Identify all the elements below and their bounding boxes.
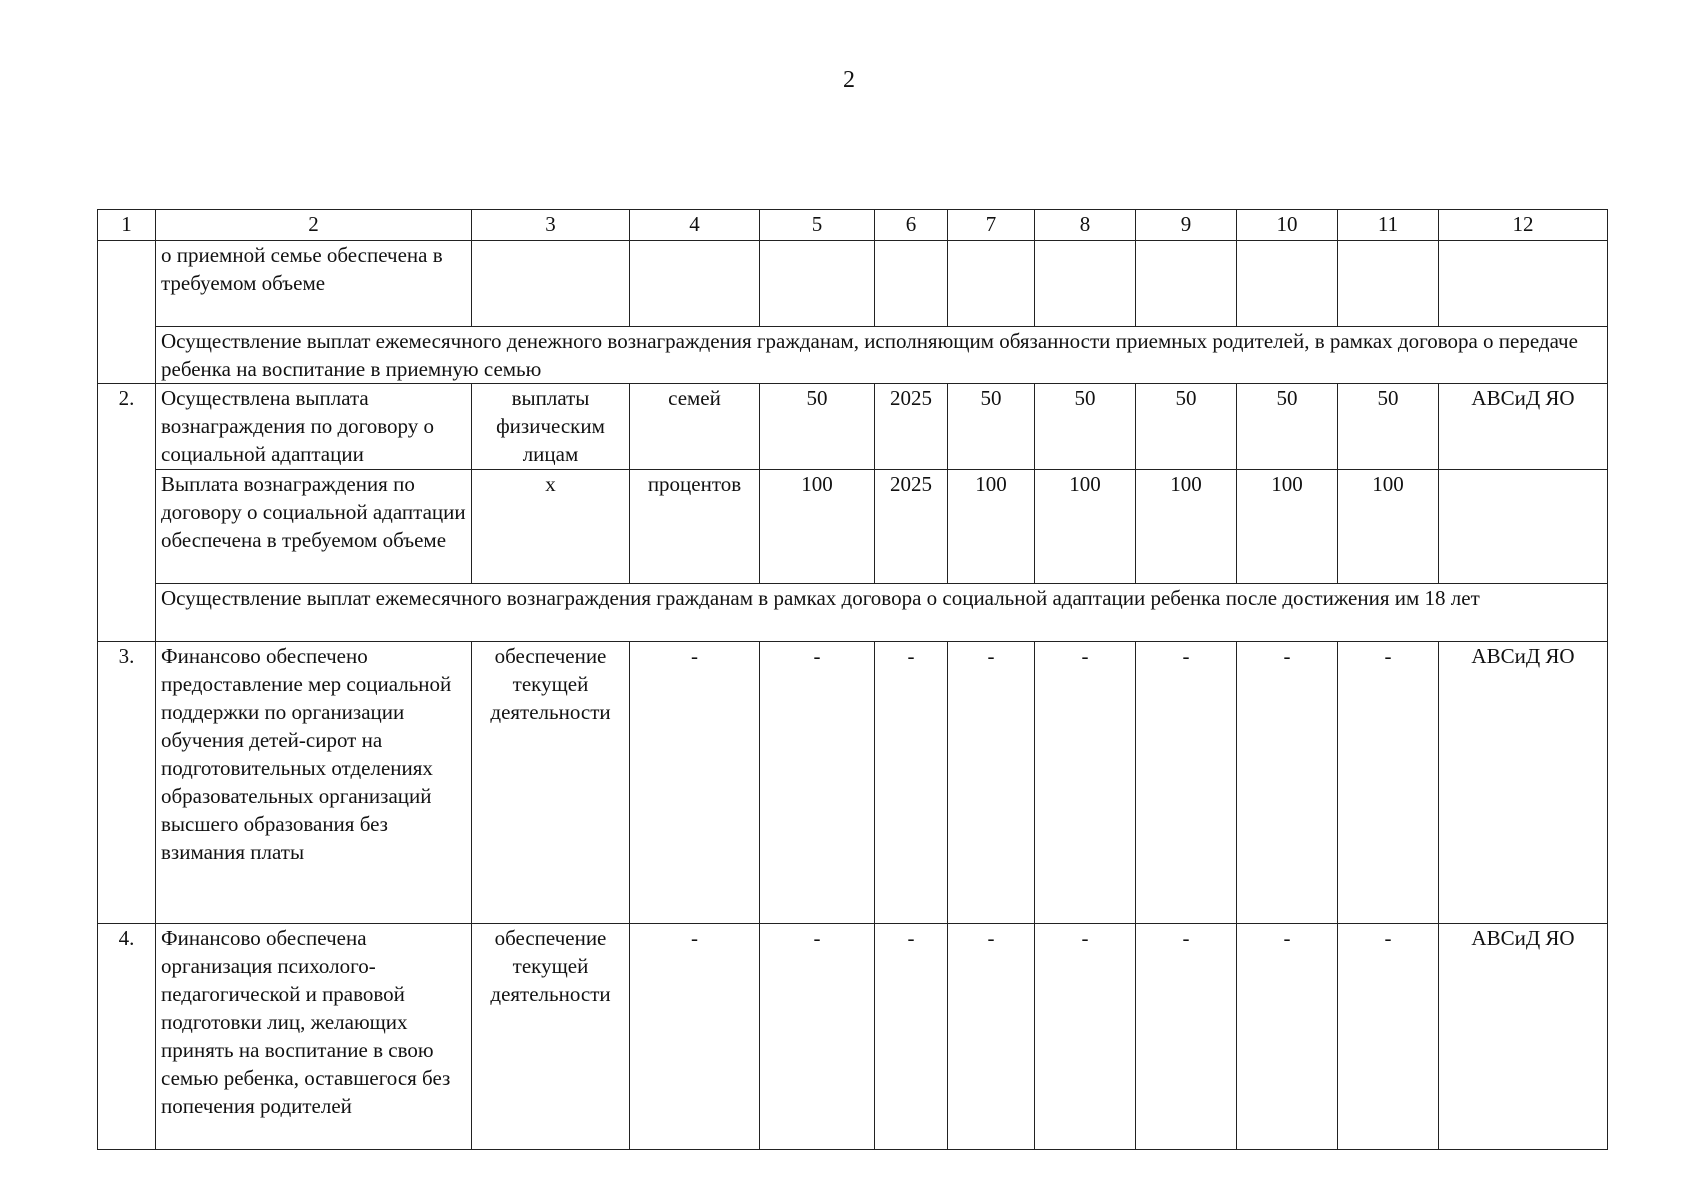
value-cell: -	[1338, 924, 1439, 1150]
activity-description: Осуществление выплат ежемесячного вознаграждения гражданам в рамках договора о социальной адаптации ребенка после достижения им 18 лет	[156, 584, 1608, 642]
result-name-cell: Выплата вознаграждения по договору о социальной адаптации обеспечена в требуемом объеме	[156, 470, 472, 584]
unit-cell: -	[630, 642, 760, 924]
row-number-cell: 2.	[98, 384, 156, 642]
value-cell: -	[948, 642, 1035, 924]
table-cell	[1035, 241, 1136, 327]
value-cell: -	[1136, 924, 1237, 1150]
table-cell	[472, 241, 630, 327]
value-cell: -	[1237, 924, 1338, 1150]
table-row	[98, 584, 1608, 642]
result-name-cell: о приемной семье обеспечена в требуемом объеме	[156, 241, 472, 327]
table-row	[98, 327, 1608, 384]
table-cell	[875, 241, 948, 327]
value-cell: 50	[1035, 384, 1136, 470]
table-row	[98, 384, 1608, 470]
col-header-10: 10	[1237, 210, 1338, 241]
base-year-cell: 2025	[875, 470, 948, 584]
value-cell: -	[1338, 642, 1439, 924]
base-year-cell: -	[875, 642, 948, 924]
value-cell: -	[1035, 924, 1136, 1150]
col-header-3: 3	[472, 210, 630, 241]
base-value-cell: -	[760, 924, 875, 1150]
col-header-8: 8	[1035, 210, 1136, 241]
col-header-1: 1	[98, 210, 156, 241]
responsible-cell: АВСиД ЯО	[1439, 642, 1608, 924]
col-header-11: 11	[1338, 210, 1439, 241]
table-cell	[1237, 241, 1338, 327]
unit-cell: семей	[630, 384, 760, 470]
indicators-table	[97, 209, 1608, 1150]
result-type-cell: обеспечение текущей деятельности	[472, 642, 630, 924]
value-cell: -	[1035, 642, 1136, 924]
table-cell	[1136, 241, 1237, 327]
table-row	[98, 924, 1608, 1150]
value-cell: 50	[1338, 384, 1439, 470]
value-cell: 100	[1035, 470, 1136, 584]
page-number: 2	[843, 67, 855, 93]
responsible-cell: АВСиД ЯО	[1439, 924, 1608, 1150]
table-cell	[1439, 241, 1608, 327]
row-number-cell	[98, 241, 156, 384]
unit-cell: процентов	[630, 470, 760, 584]
col-header-6: 6	[875, 210, 948, 241]
table-cell	[630, 241, 760, 327]
activity-description: Осуществление выплат ежемесячного денежного вознаграждения гражданам, исполняющим обязанности приемных родителей, в рамках договора о передаче ребенка на воспитание в приемную семью	[156, 327, 1608, 384]
result-type-cell: выплаты физическим лицам	[472, 384, 630, 470]
table-row	[98, 241, 1608, 327]
base-year-cell: -	[875, 924, 948, 1150]
result-type-cell: обеспечение текущей деятельности	[472, 924, 630, 1150]
value-cell: 50	[1136, 384, 1237, 470]
responsible-cell: АВСиД ЯО	[1439, 384, 1608, 470]
col-header-5: 5	[760, 210, 875, 241]
base-value-cell: -	[760, 642, 875, 924]
result-type-cell: х	[472, 470, 630, 584]
col-header-7: 7	[948, 210, 1035, 241]
table-row	[98, 470, 1608, 584]
value-cell: 50	[948, 384, 1035, 470]
value-cell: 100	[948, 470, 1035, 584]
base-year-cell: 2025	[875, 384, 948, 470]
col-header-9: 9	[1136, 210, 1237, 241]
table-row	[98, 642, 1608, 924]
value-cell: 100	[1136, 470, 1237, 584]
value-cell: 100	[1237, 470, 1338, 584]
base-value-cell: 100	[760, 470, 875, 584]
table-cell	[948, 241, 1035, 327]
table-cell	[760, 241, 875, 327]
row-number-cell: 4.	[98, 924, 156, 1150]
column-number-row	[98, 210, 1608, 241]
responsible-cell	[1439, 470, 1608, 584]
col-header-2: 2	[156, 210, 472, 241]
base-value-cell: 50	[760, 384, 875, 470]
value-cell: -	[948, 924, 1035, 1150]
table-cell	[1338, 241, 1439, 327]
row-number-cell: 3.	[98, 642, 156, 924]
col-header-12: 12	[1439, 210, 1608, 241]
value-cell: -	[1237, 642, 1338, 924]
value-cell: 50	[1237, 384, 1338, 470]
result-name-cell: Финансово обеспечено предоставление мер социальной поддержки по организации обучения детей-сирот на подготовительных отделениях образовательных организаций высшего образования без взимания платы	[156, 642, 472, 924]
unit-cell: -	[630, 924, 760, 1150]
value-cell: -	[1136, 642, 1237, 924]
result-name-cell: Осуществлена выплата вознаграждения по договору о социальной адаптации	[156, 384, 472, 470]
result-name-cell: Финансово обеспечена организация психолого-педагогической и правовой подготовки лиц, желающих принять на воспитание в свою семью ребенка, оставшегося без попечения родителей	[156, 924, 472, 1150]
value-cell: 100	[1338, 470, 1439, 584]
col-header-4: 4	[630, 210, 760, 241]
